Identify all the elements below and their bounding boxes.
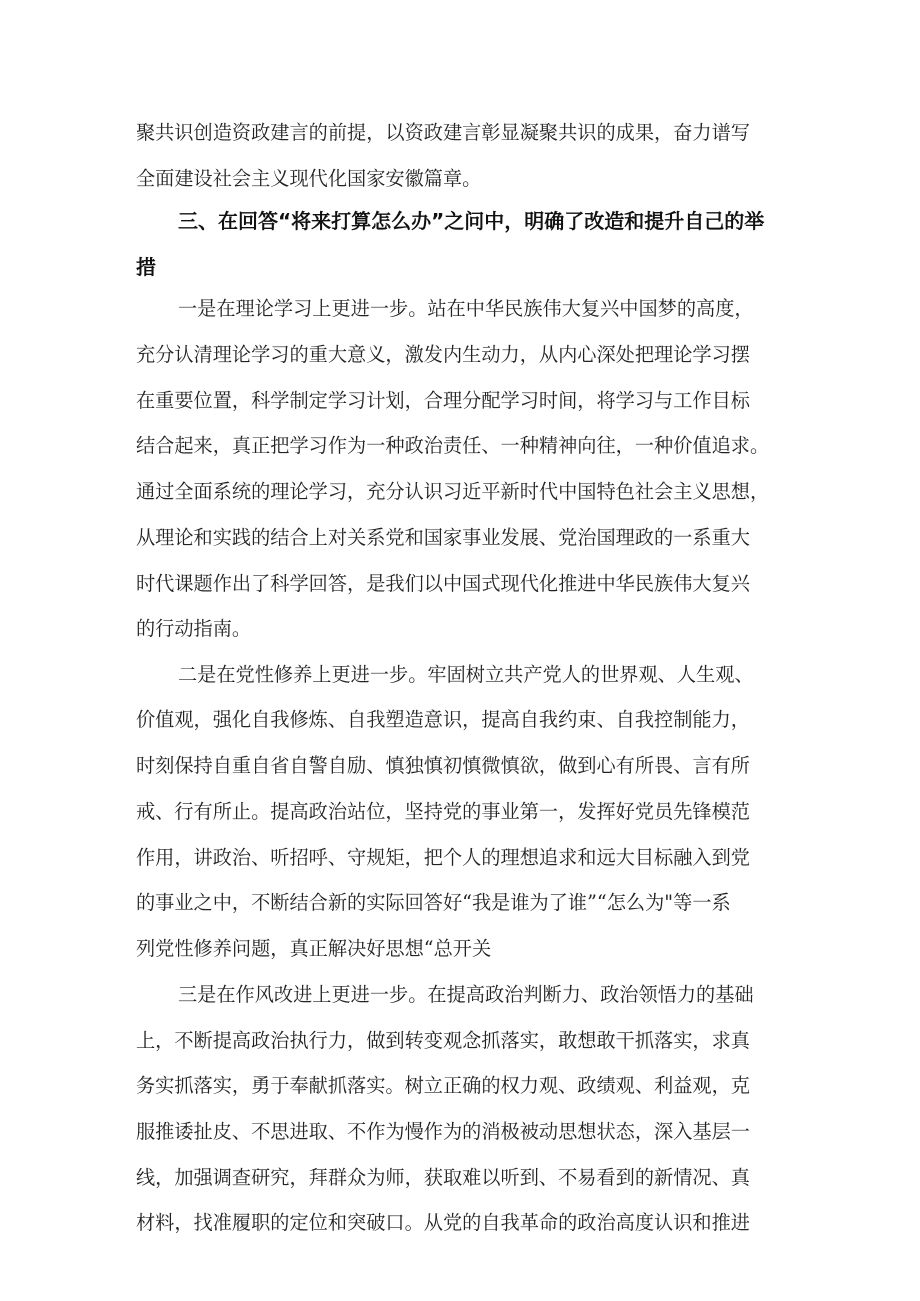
paragraph-line: 列党性修养问题，真正解决好思想“总开关 xyxy=(136,937,492,960)
paragraph-line: 一是在理论学习上更进一步。站在中华民族伟大复兴中国梦的高度， xyxy=(178,297,754,320)
paragraph-line: 价值观，强化自我修炼、自我塑造意识，提高自我约束、自我控制能力， xyxy=(136,708,750,731)
paragraph-line: 作用，讲政治、听招呼、守规矩，把个人的理想追求和远大目标融入到党 xyxy=(136,846,750,869)
paragraph-line: 充分认清理论学习的重大意义，激发内生动力，从内心深处把理论学习摆 xyxy=(136,343,750,366)
paragraph-line: 服推诿扯皮、不思进取、不作为慢作为的消极被动思想状态，深入基层一 xyxy=(136,1120,750,1143)
paragraph-line: 戒、行有所止。提高政治站位，坚持党的事业第一，发挥好党员先锋模范 xyxy=(136,800,750,823)
text-line: 聚共识创造资政建言的前提，以资政建言彰显凝聚共识的成果，奋力谱写 xyxy=(136,121,750,144)
paragraph-line: 线，加强调查研究，拜群众为师，获取难以听到、不易看到的新情况、真 xyxy=(136,1166,750,1189)
paragraph-line: 在重要位置，科学制定学习计划，合理分配学习时间，将学习与工作目标 xyxy=(136,389,750,412)
text-line: 全面建设社会主义现代化国家安徽篇章。 xyxy=(136,167,482,190)
paragraph-line: 务实抓落实，勇于奉献抓落实。树立正确的权力观、政绩观、利益观，克 xyxy=(136,1074,750,1097)
paragraph-line: 的行动指南。 xyxy=(136,617,252,640)
paragraph-line: 材料，找准履职的定位和突破口。从党的自我革命的政治高度认识和推进 xyxy=(136,1211,750,1234)
section-heading: 三、在回答“将来打算怎么办”之问中，明确了改造和提升自己的举 xyxy=(178,209,765,233)
paragraph-line: 三是在作风改进上更进一步。在提高政治判断力、政治领悟力的基础 xyxy=(178,983,754,1006)
paragraph-line: 上，不断提高政治执行力，做到转变观念抓落实，敢想敢干抓落实，求真 xyxy=(136,1029,750,1052)
paragraph-line: 的事业之中，不断结合新的实际回答好“我是谁为了谁”“怎么为"等一系 xyxy=(136,891,731,914)
paragraph-line: 时刻保持自重自省自警自励、慎独慎初慎微慎欲，做到心有所畏、言有所 xyxy=(136,754,750,777)
paragraph-line: 从理论和实践的结合上对关系党和国家事业发展、党治国理政的一系重大 xyxy=(136,526,750,549)
paragraph-line: 时代课题作出了科学回答，是我们以中国式现代化推进中华民族伟大复兴 xyxy=(136,572,750,595)
section-heading-continuation: 措 xyxy=(136,255,156,279)
paragraph-line: 二是在党性修养上更进一步。牢固树立共产党人的世界观、人生观、 xyxy=(178,663,754,686)
paragraph-line: 通过全面系统的理论学习，充分认识习近平新时代中国特色社会主义思想， xyxy=(136,480,770,503)
paragraph-line: 结合起来，真正把学习作为一种政治责任、一种精神向往，一种价值追求。 xyxy=(136,434,770,457)
